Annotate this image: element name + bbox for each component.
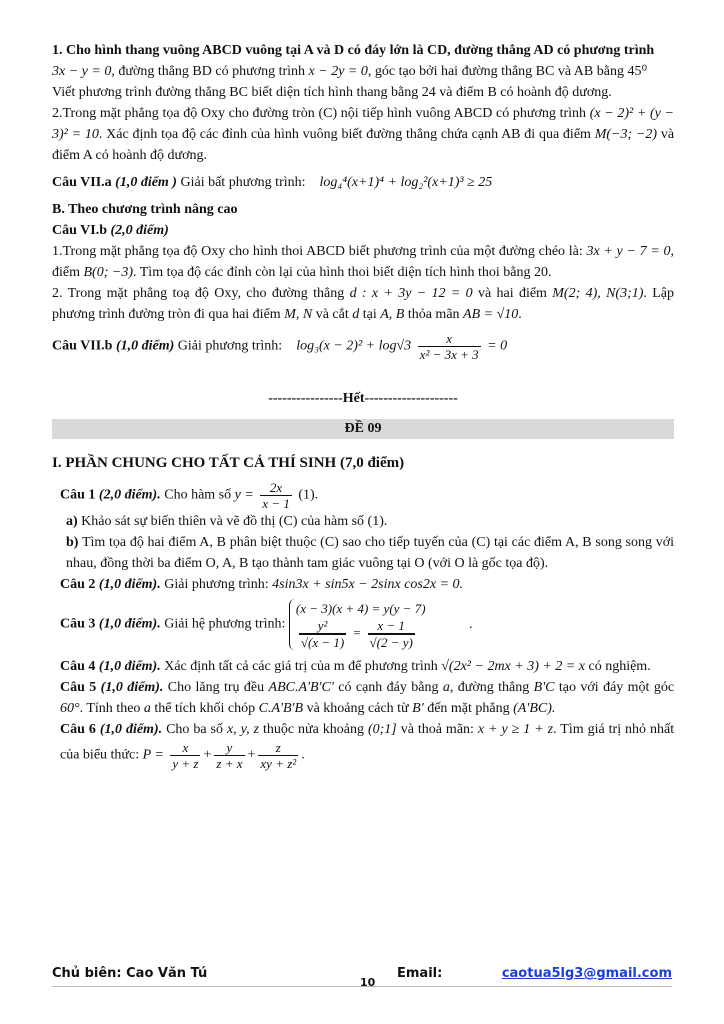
question-6b-part2: 2. Trong mặt phẳng toạ độ Oxy, cho đường thẳng d : x + 3y − 12 = 0 và hai điểm M(2; 4), N(3;1). Lập phương trình đường tròn đi qua hai điểm M, N và cắt d tại A, B thỏa mãn AB = √10.	[52, 286, 674, 322]
question-7b: Câu VII.b (1,0 điểm) Giải phương trình: log₃(x − 2)² + log√3 $\frac{x}{\text{x² − 3x + 3}}$ = 0	[52, 331, 508, 362]
part-1-title: I. PHẦN CHUNG CHO TẤT CẢ THÍ SINH (7,0 điểm)	[52, 455, 405, 471]
section-b-title: B. Theo chương trình nâng cao	[52, 202, 238, 217]
problem-1: 1. Cho hình thang vuông ABCD vuông tại A và D có đáy lớn là CD, đường thẳng AD có phương trình 3x − y = 0, đường thẳng BD có phương trình x − 2y = 0, góc tạo bởi hai đường thẳng BC và AB bằng 45⁰ Viết phương trình đường thẳng BC biết diện tích hình thang bằng 24 và điểm B có hoành độ dương.	[52, 43, 655, 100]
question-1a: a) Khảo sát sự biến thiên và vẽ đồ thị (C) của hàm số (1).	[66, 514, 388, 529]
question-6b-part1: 1.Trong mặt phẳng tọa độ Oxy cho hình thoi ABCD biết phương trình của một đường chéo là: 3x + y − 7 = 0, điểm B(0; −3). Tìm tọa độ các đỉnh còn lại của hình thoi biết diện tích hình thoi bằng 20.	[52, 244, 674, 280]
page-footer	[52, 966, 672, 990]
question-6b-heading: Câu VI.b (2,0 điểm)	[52, 223, 169, 238]
page-content	[52, 40, 674, 771]
page-number: 10	[360, 976, 376, 989]
question-3: Câu 3 (1,0 điểm). Giải hệ phương trình: (x − 3)(x + 4) = y(y − 7) $\frac{\text{y²}}{√(x - 1)}$ = $\frac{x - 1}{√(2 - y)}$ .	[60, 601, 473, 650]
question-4: Câu 4 (1,0 điểm). Xác định tất cả các giá trị của m để phương trình √(2x² − 2mx + 3) + 2 = x có nghiệm.	[60, 659, 651, 674]
exam-title: ĐỀ 09	[52, 419, 674, 439]
question-6: Câu 6 (1,0 điểm). Cho ba số x, y, z thuộc nửa khoảng (0;1] và thoả mãn: x + y ≥ 1 + z. Tìm giá trị nhỏ nhất của biểu thức: P = $\frac{x}{y + z}$ + $\frac{y}{z + x}$ + $\frac{z}{\text{xy + z²}}$ .	[60, 722, 675, 771]
q1-fraction: $\frac{2x}{x - 1}$	[262, 480, 290, 511]
q7b-fraction: $\frac{x}{\text{x² − 3x + 3}}$	[419, 331, 479, 362]
question-7a: Câu VII.a (1,0 điểm ) Giải bất phương trình: log₄⁴(x+1)⁴ + log₂²(x+1)³ ≥ 25	[52, 175, 493, 190]
email-label: Email:	[397, 966, 443, 981]
question-1: Câu 1 (2,0 điểm). Cho hàm số y = $\frac{2x}{x - 1}$ (1).	[60, 480, 319, 511]
question-2: Câu 2 (1,0 điểm). Giải phương trình: 4sin3x + sin5x − 2sinx cos2x = 0.	[60, 577, 464, 592]
question-1b: b) Tìm tọa độ hai điểm A, B phân biệt thuộc (C) sao cho tiếp tuyến của (C) tại các điểm A, B song song với nhau, đồng thời ba điểm O, A, B tạo thành tam giác vuông tại O (với O là gốc tọa độ).	[66, 535, 674, 571]
author-label: Chủ biên: Cao Văn Tú	[52, 966, 208, 981]
q3-system: (x − 3)(x + 4) = y(y − 7) $\frac{\text{y²}}{√(x - 1)}$ = $\frac{x - 1}{√(2 - y)}$	[289, 599, 426, 650]
footer-divider	[52, 986, 672, 987]
email-link[interactable]: caotua5lg3@gmail.com	[501, 966, 672, 981]
end-marker: ----------------Hết--------------------	[268, 391, 458, 406]
problem-2: 2.Trong mặt phẳng tọa độ Oxy cho đường tròn (C) nội tiếp hình vuông ABCD có phương trình (x − 2)² + (y − 3)² = 10. Xác định tọa độ các đỉnh của hình vuông biết đường thẳng chứa cạnh AB đi qua điểm M(−3; −2) và điểm A có hoành độ dương.	[52, 106, 675, 163]
question-5: Câu 5 (1,0 điểm). Cho lăng trụ đều ABC.A'B'C' có cạnh đáy bằng a, đường thẳng B'C tạo với đáy một góc 60°. Tính theo a thể tích khối chóp C.A'B'B và khoảng cách từ B' đến mặt phẳng (A'BC).	[60, 680, 675, 716]
